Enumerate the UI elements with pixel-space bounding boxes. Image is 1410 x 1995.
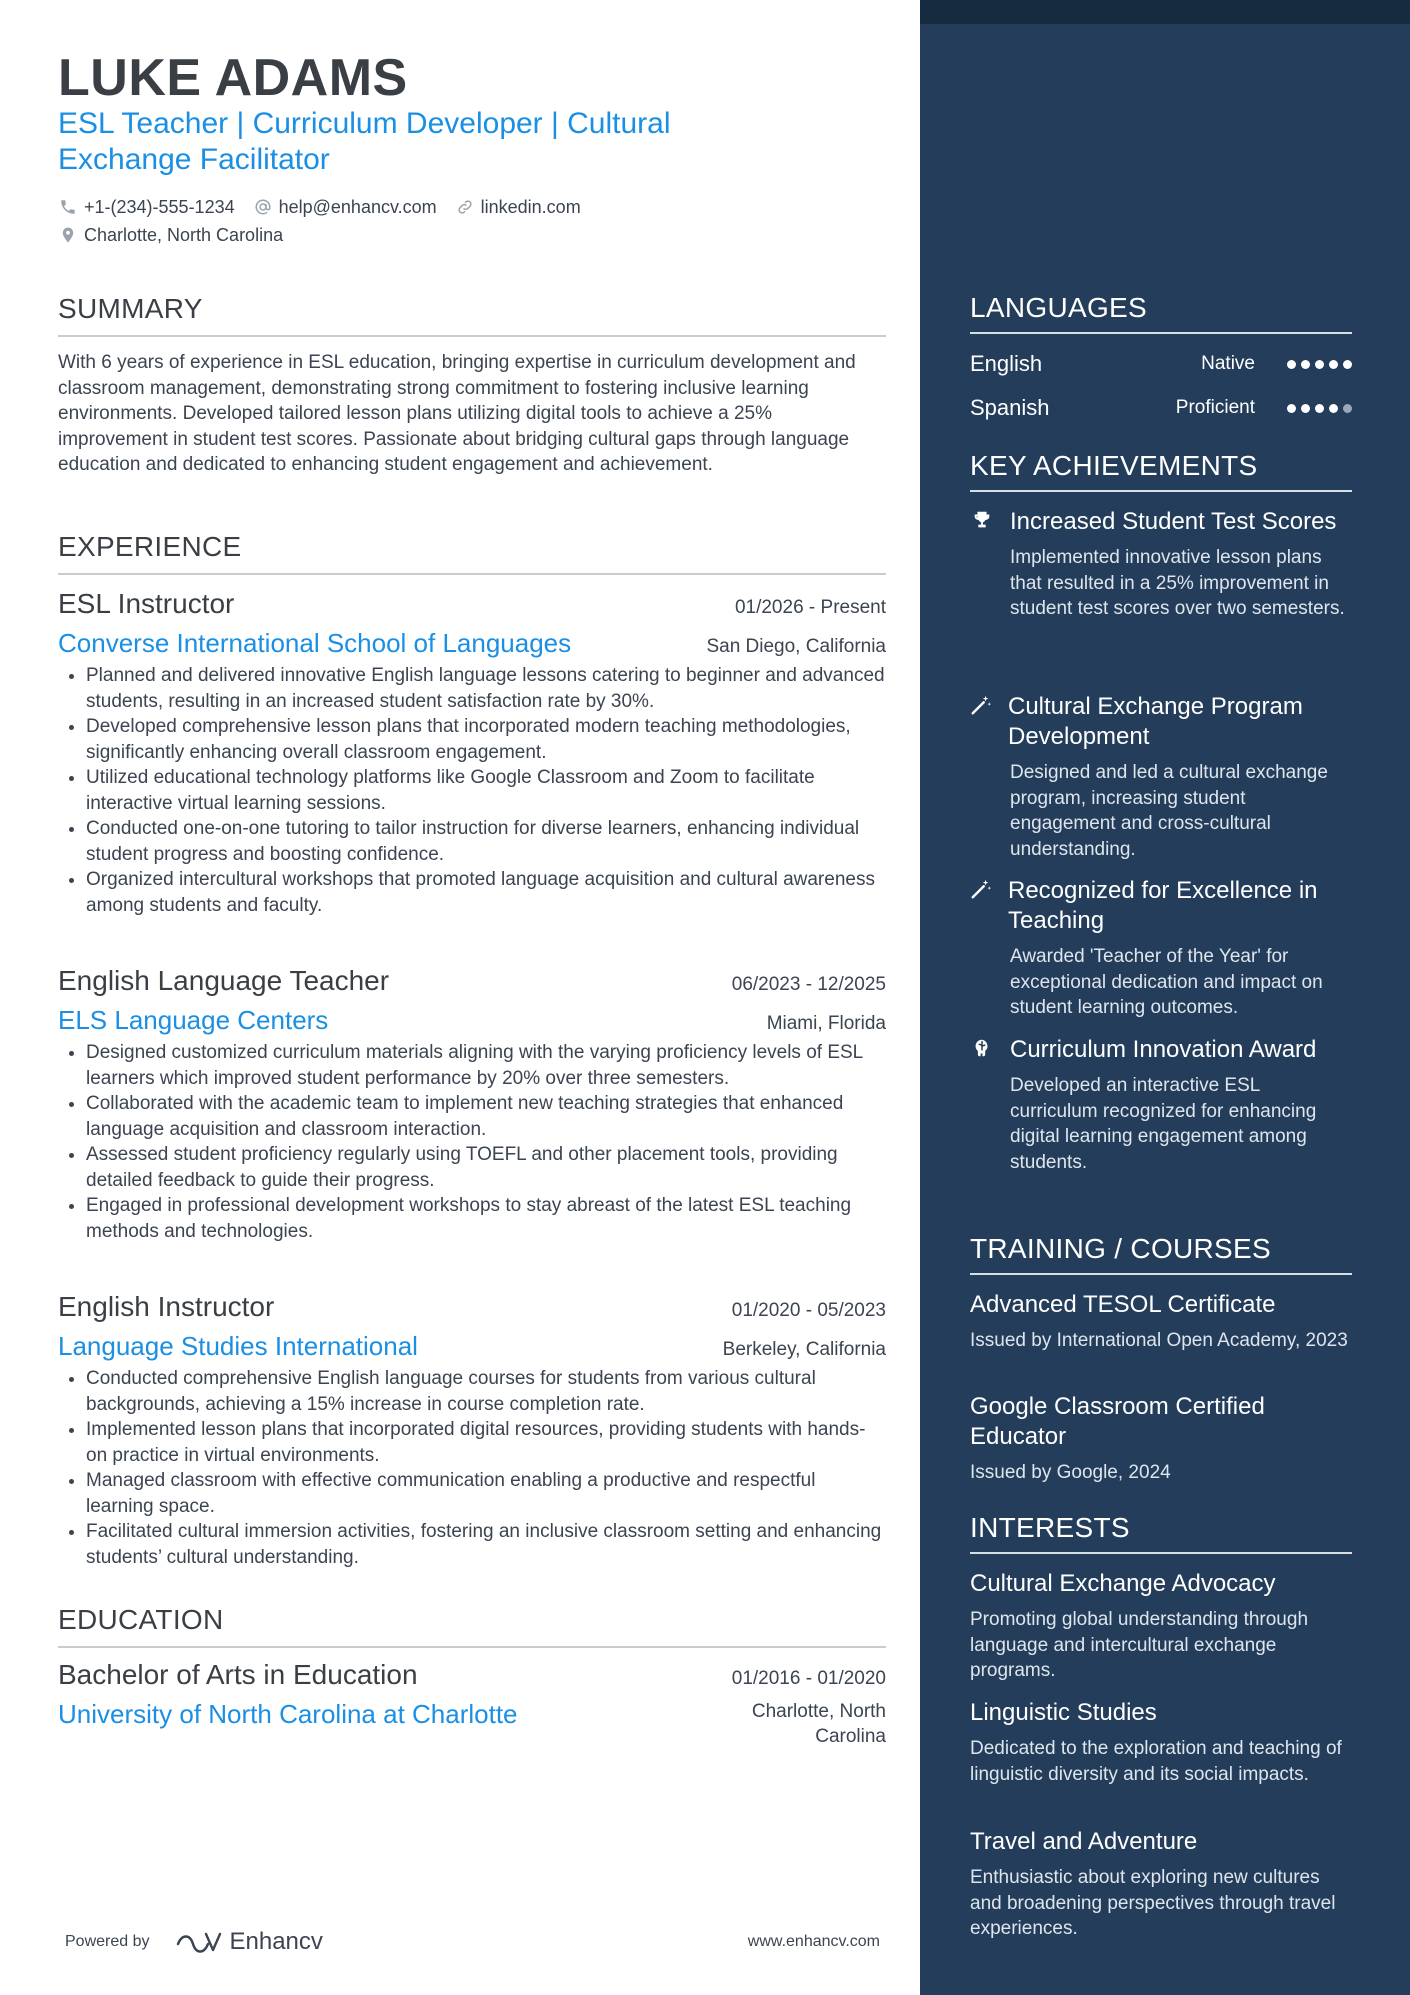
achievements-heading: KEY ACHIEVEMENTS: [970, 450, 1352, 492]
job-bullets: [58, 1040, 886, 1244]
interest-title: Travel and Adventure: [970, 1828, 1198, 1855]
training-heading: TRAINING / COURSES: [970, 1233, 1352, 1275]
training-title: Advanced TESOL Certificate: [970, 1291, 1276, 1318]
interest-item: [970, 1569, 1352, 1684]
bullet-item: • Conducted comprehensive English language courses for students from various cultural backgrounds, achieving a 15% increase in course completion rate.: [86, 1366, 886, 1417]
powered-by-text: Powered by: [65, 1933, 150, 1950]
interest-description: Enthusiastic about exploring new cultures and broadening perspectives through travel experiences.: [970, 1867, 1336, 1939]
language-item: [970, 392, 1352, 424]
rating-dot-filled: [1287, 404, 1296, 413]
bullet-item: • Engaged in professional development workshops to stay abreast of the latest ESL teaching methods and technologies.: [86, 1193, 886, 1244]
interest-item: [970, 1827, 1352, 1942]
language-name: English: [970, 351, 1043, 376]
experience-item: [58, 588, 886, 918]
footer: [65, 1928, 880, 1956]
education-item: [58, 1659, 886, 1749]
education-location-line: Carolina: [815, 1726, 886, 1747]
training-item: [970, 1392, 1352, 1486]
bullet-item: • Conducted one-on-one tutoring to tailor instruction for diverse learners, enhancing individual student progress and boosting confidence.: [86, 816, 886, 867]
sidebar-top-bar: [920, 0, 1410, 24]
bullet-item: • Implemented lesson plans that incorporated digital resources, providing students with hands-on practice in virtual environments.: [86, 1417, 886, 1468]
achievement-description: Awarded 'Teacher of the Year' for exceptional dedication and impact on student learning outcomes.: [1010, 946, 1323, 1018]
contact-location: [58, 225, 283, 246]
bullet-item: • Managed classroom with effective communication enabling a productive and respectful learning space.: [86, 1468, 886, 1519]
location-pin-icon: [58, 225, 78, 245]
company-name[interactable]: Language Studies International: [58, 1331, 418, 1361]
training-title: Google Classroom Certified Educator: [970, 1393, 1265, 1450]
interest-description: Dedicated to the exploration and teaching of linguistic diversity and its social impacts.: [970, 1738, 1342, 1785]
bullet-item: • Organized intercultural workshops that promoted language acquisition and cultural awareness among students and faculty.: [86, 867, 886, 918]
rating-dot-filled: [1301, 404, 1310, 413]
degree-title: Bachelor of Arts in Education: [58, 1659, 418, 1690]
bullet-item: • Developed comprehensive lesson plans that incorporated modern teaching methodologies, significantly enhancing overall classroom engagement.: [86, 714, 886, 765]
training-description: Issued by International Open Academy, 2023: [970, 1330, 1348, 1351]
achievement-description: Developed an interactive ESL curriculum recognized for enhancing digital learning engagement among students.: [1010, 1075, 1317, 1173]
job-bullets: [58, 663, 886, 918]
interests-heading: INTERESTS: [970, 1512, 1352, 1554]
interest-title: Linguistic Studies: [970, 1699, 1157, 1726]
achievement-description: Designed and led a cultural exchange program, increasing student engagement and cross-cultural understanding.: [1010, 762, 1328, 860]
headline: ESL Teacher | Curriculum Developer | Cultural Exchange Facilitator: [58, 107, 671, 176]
link-icon: [455, 197, 475, 217]
interest-item: [970, 1698, 1352, 1787]
brand-name: Enhancv: [229, 1928, 323, 1955]
candidate-name: LUKE ADAMS: [58, 49, 408, 107]
rating-dot-filled: [1301, 360, 1310, 369]
school-name[interactable]: University of North Carolina at Charlotte: [58, 1699, 518, 1729]
interest-title: Cultural Exchange Advocacy: [970, 1570, 1276, 1597]
rating-dot-empty: [1343, 404, 1352, 413]
language-level: Proficient: [1175, 397, 1255, 418]
summary-heading: SUMMARY: [58, 293, 886, 337]
achievement-title: Cultural Exchange Program Development: [1008, 693, 1303, 750]
job-bullets: [58, 1366, 886, 1570]
education-heading: EDUCATION: [58, 1604, 886, 1648]
job-location: Berkeley, California: [722, 1339, 886, 1360]
magic-wand-icon: [970, 692, 992, 720]
contact-email[interactable]: [253, 197, 437, 218]
rating-dot-filled: [1329, 360, 1338, 369]
magic-wand-icon: [970, 876, 992, 904]
contact-info: [58, 193, 878, 249]
achievement-title: Recognized for Excellence in Teaching: [1008, 877, 1318, 934]
training-item: [970, 1290, 1352, 1354]
job-title: English Language Teacher: [58, 965, 390, 996]
contact-phone[interactable]: [58, 197, 235, 218]
training-description: Issued by Google, 2024: [970, 1462, 1171, 1483]
experience-item: [58, 1291, 886, 1570]
sidebar: [920, 0, 1410, 1995]
bullet-item: • Collaborated with the academic team to implement new teaching strategies that enhanced language acquisition and classroom interaction.: [86, 1091, 886, 1142]
email-text: help@enhancv.com: [278, 196, 437, 217]
rating-dot-filled: [1343, 360, 1352, 369]
job-location: San Diego, California: [706, 636, 886, 657]
brain-icon: [970, 1035, 994, 1063]
education-dates: 01/2016 - 01/2020: [731, 1668, 886, 1689]
achievement-item: [970, 692, 1352, 862]
achievement-item: [970, 876, 1352, 1021]
company-name[interactable]: ELS Language Centers: [58, 1005, 329, 1035]
bullet-item: • Utilized educational technology platforms like Google Classroom and Zoom to facilitate interactive virtual learning sessions.: [86, 765, 886, 816]
rating-dot-filled: [1287, 360, 1296, 369]
website-link[interactable]: www.enhancv.com: [747, 1933, 880, 1950]
experience-item: [58, 965, 886, 1244]
job-dates: 01/2020 - 05/2023: [731, 1300, 886, 1321]
enhancv-logo[interactable]: [176, 1928, 323, 1956]
job-title: ESL Instructor: [58, 588, 235, 619]
achievement-item: [970, 1035, 1352, 1175]
language-rating: [1287, 404, 1352, 413]
bullet-item: • Assessed student proficiency regularly using TOEFL and other placement tools, providing detailed feedback to guide their progress.: [86, 1142, 886, 1193]
job-title: English Instructor: [58, 1291, 275, 1322]
job-dates: 01/2026 - Present: [734, 597, 886, 618]
linkedin-text: linkedin.com: [480, 196, 581, 217]
at-icon: [253, 197, 273, 217]
phone-text: +1-(234)-555-1234: [84, 196, 235, 217]
location-text: Charlotte, North Carolina: [84, 224, 284, 245]
achievement-description: Implemented innovative lesson plans that resulted in a 25% improvement in student test scores over two semesters.: [1010, 547, 1345, 619]
language-item: [970, 348, 1352, 380]
language-name: Spanish: [970, 395, 1050, 420]
languages-heading: LANGUAGES: [970, 292, 1352, 334]
bullet-item: • Planned and delivered innovative English language lessons catering to beginner and advanced students, resulting in an increased student satisfaction rate by 30%.: [86, 663, 886, 714]
education-location: [752, 1699, 886, 1749]
rating-dot-filled: [1315, 404, 1324, 413]
education-location-line: Charlotte, North: [751, 1701, 886, 1722]
achievement-item: [970, 507, 1352, 622]
bullet-item: • Facilitated cultural immersion activities, fostering an inclusive classroom setting and enhancing students’ cultural understanding.: [86, 1519, 886, 1570]
enhancv-logo-icon: [176, 1930, 222, 1954]
summary-text: With 6 years of experience in ESL education, bringing expertise in curriculum development and classroom management, demonstrating strong commitment to fostering inclusive learning environments. Developed tailored lesson plans utilizing digital tools to achieve a 25% improvement in student test scores. Passionate about bridging cultural gaps through language education and dedicated to enhancing student engagement and achievement.: [58, 352, 856, 475]
interest-description: Promoting global understanding through language and intercultural exchange programs.: [970, 1609, 1309, 1681]
rating-dot-filled: [1315, 360, 1324, 369]
company-name[interactable]: Converse International School of Languages: [58, 628, 572, 658]
achievement-title: Curriculum Innovation Award: [1010, 1036, 1317, 1063]
job-location: Miami, Florida: [766, 1013, 886, 1034]
achievement-title: Increased Student Test Scores: [1010, 508, 1337, 535]
language-level: Native: [1201, 353, 1255, 374]
trophy-icon: [970, 507, 994, 535]
experience-heading: EXPERIENCE: [58, 531, 886, 575]
contact-linkedin[interactable]: [455, 197, 581, 218]
bullet-item: • Designed customized curriculum materials aligning with the varying proficiency levels of ESL learners which improved student performance by 20% over three semesters.: [86, 1040, 886, 1091]
job-dates: 06/2023 - 12/2025: [731, 974, 886, 995]
phone-icon: [58, 197, 78, 217]
language-rating: [1287, 360, 1352, 369]
rating-dot-filled: [1329, 404, 1338, 413]
